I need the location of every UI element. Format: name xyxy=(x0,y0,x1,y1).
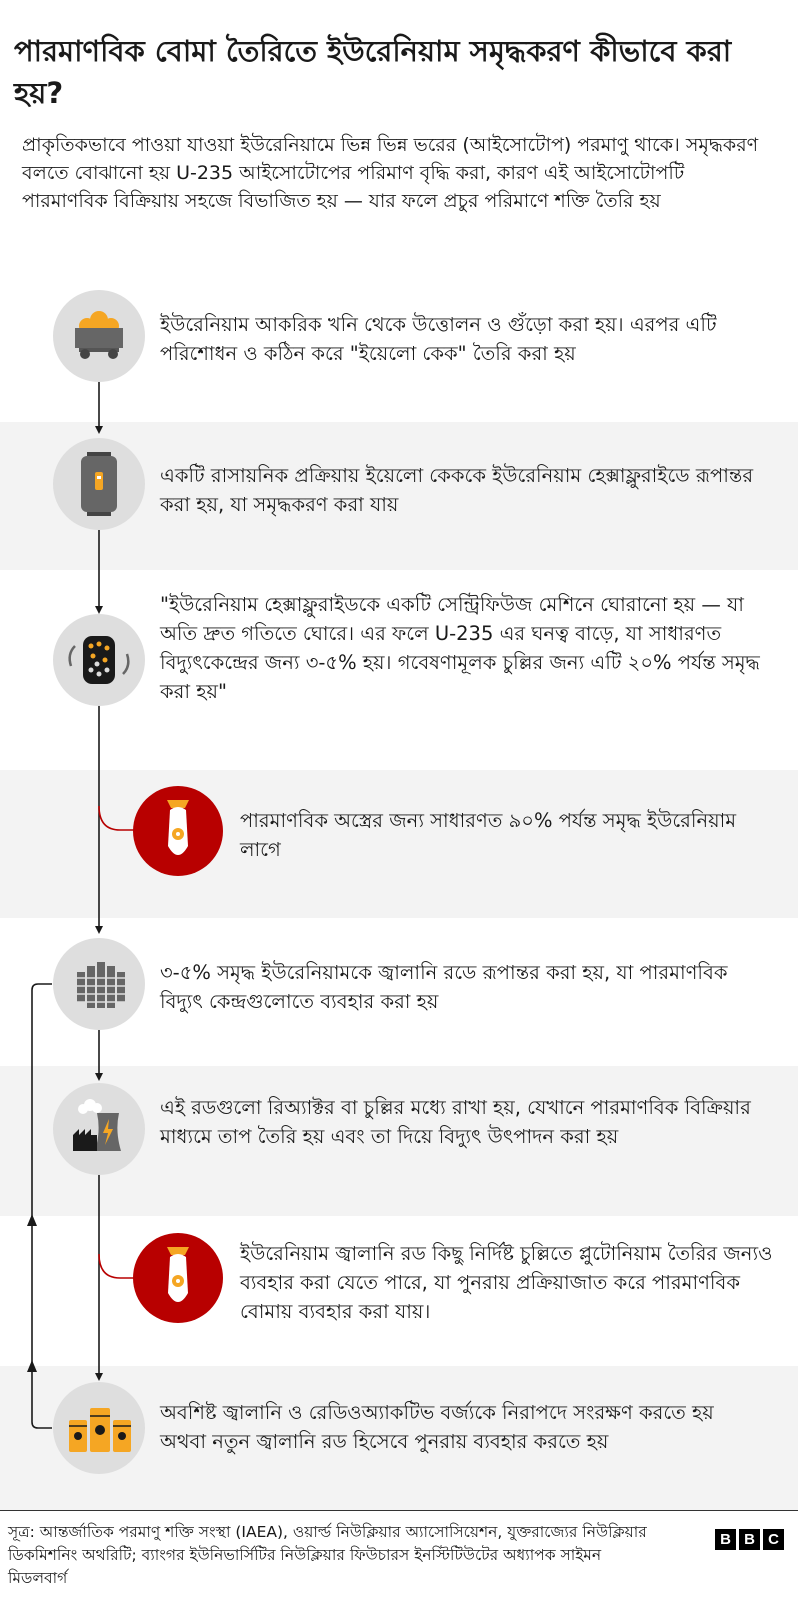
step-7-text: ইউরেনিয়াম জ্বালানি রড কিছু নির্দিষ্ট চুল্লিতে প্লুটোনিয়াম তৈরির জন্যও ব্যবহার করা যেতে পারে, যা পুনরায় প্রক্রিয়াজাত করে পারমাণবিক বোমায় ব্যবহার করা যায়। xyxy=(240,1242,773,1323)
page-title: পারমাণবিক বোমা তৈরিতে ইউরেনিয়াম সমৃদ্ধকরণ কীভাবে করা হয়? xyxy=(14,34,732,110)
step-2-text: একটি রাসায়নিক প্রক্রিয়ায় ইয়েলো কেককে ইউরেনিয়াম হেক্সাফ্লুরাইডে রূপান্তর করা হয়, যা সমৃদ্ধকরণ করা যায় xyxy=(160,464,754,516)
step-5-text: ৩-৫% সমৃদ্ধ ইউরেনিয়ামকে জ্বালানি রডে রূপান্তর করা হয়, যা পারমাণবিক বিদ্যুৎ কেন্দ্রগুলোতে ব্যবহার করা হয় xyxy=(160,961,728,1013)
loop-arrowhead xyxy=(27,1360,37,1372)
mine-cart-icon xyxy=(53,290,145,382)
radioactive-barrels-icon xyxy=(53,1382,145,1474)
step-1-text: ইউরেনিয়াম আকরিক খনি থেকে উত্তোলন ও গুঁড়ো করা হয়। এরপর এটি পরিশোধন ও কঠিন করে "ইয়েলো কেক" তৈরি করা হয় xyxy=(160,313,717,365)
fuel-rods-icon xyxy=(53,938,145,1030)
branch-line-red xyxy=(99,1254,134,1278)
step-6-text: এই রডগুলো রিঅ্যাক্টর বা চুল্লির মধ্যে রাখা হয়, যেখানে পারমাণবিক বিক্রিয়ার মাধ্যমে তাপ তৈরি হয় এবং তা দিয়ে বিদ্যুৎ উৎপাদন করা হয় xyxy=(160,1096,751,1148)
step-4-text: পারমাণবিক অস্ত্রের জন্য সাধারণত ৯০% পর্যন্ত সমৃদ্ধ ইউরেনিয়াম লাগে xyxy=(240,809,737,861)
bbc-logo-letter: B xyxy=(715,1529,736,1550)
nuclear-bomb-icon xyxy=(133,1233,223,1323)
recycle-loop-line xyxy=(32,984,52,1428)
nuclear-bomb-icon xyxy=(133,786,223,876)
power-plant-icon xyxy=(53,1083,145,1175)
intro-text: প্রাকৃতিকভাবে পাওয়া যাওয়া ইউরেনিয়ামে ভিন্ন ভিন্ন ভরের (আইসোটোপ) পরমাণু থাকে। সমৃদ্ধকরণ বলতে বোঝানো হয় U-235 আইসোটোপের পরিমাণ বৃদ্ধি করা, কারণ এই আইসোটোপটি পারমাণবিক বিক্রিয়ায় সহজে বিভাজিত হয় — যার ফলে প্রচুর পরিমাণে শক্তি তৈরি হয় xyxy=(22,134,759,212)
loop-arrowhead xyxy=(27,1214,37,1226)
centrifuge-icon xyxy=(53,614,145,706)
gas-cylinder-icon xyxy=(53,438,145,530)
step-8-text: অবশিষ্ট জ্বালানি ও রেডিওঅ্যাকটিভ বর্জ্যকে নিরাপদে সংরক্ষণ করতে হয় অথবা নতুন জ্বালানি রড হিসেবে পুনরায় ব্যবহার করতে হয় xyxy=(160,1401,714,1453)
step-3-text: "ইউরেনিয়াম হেক্সাফ্লুরাইডকে একটি সেন্ট্রিফিউজ মেশিনে ঘোরানো হয় — যা অতি দ্রুত গতিতে ঘোরে। এর ফলে U-235 এর ঘনত্ব বাড়ে, যা সাধারণত বিদ্যুৎকেন্দ্রের জন্য ৩-৫% হয়। গবেষণামূলক চুল্লির জন্য এটি ২০% পর্যন্ত সমৃদ্ধ করা হয়" xyxy=(160,593,760,703)
source-text: সূত্র: আন্তর্জাতিক পরমাণু শক্তি সংস্থা (IAEA), ওয়ার্ল্ড নিউক্লিয়ার অ্যাসোসিয়েশন, যুক্তরাজ্যের নিউক্লিয়ার ডিকমিশনিং অথরিটি; ব্যাংগর ইউনিভার্সিটির নিউক্লিয়ার ফিউচারস ইনস্টিটিউটের অধ্যাপক সাইমন মিডলবার্গ xyxy=(8,1523,647,1587)
bbc-logo-letter: C xyxy=(763,1529,784,1550)
bbc-logo xyxy=(715,1529,784,1550)
branch-line-red xyxy=(99,806,134,830)
bbc-logo-letter: B xyxy=(739,1529,760,1550)
footer xyxy=(0,1510,798,1601)
